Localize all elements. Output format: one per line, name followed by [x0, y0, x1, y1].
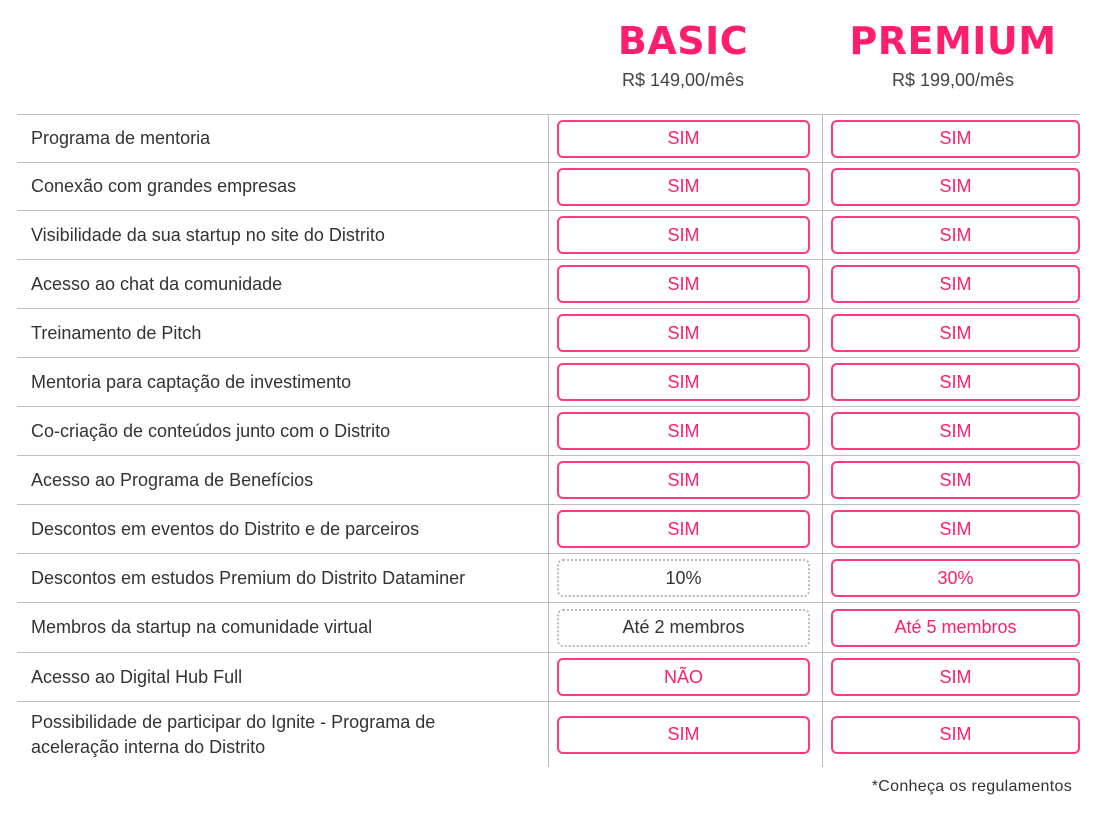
- premium-value: SIM: [831, 658, 1080, 696]
- table-row: [17, 652, 1080, 701]
- feature-label: Possibilidade de participar do Ignite - Programa de aceleração interna do Distrito: [31, 711, 436, 757]
- premium-cell: [822, 309, 1080, 357]
- basic-value: 10%: [557, 559, 810, 597]
- feature-label: Mentoria para captação de investimento: [31, 371, 352, 392]
- premium-cell: [822, 653, 1080, 701]
- basic-cell: [548, 260, 822, 308]
- table-row: [17, 162, 1080, 210]
- feature-label: Co-criação de conteúdos junto com o Distrito: [31, 420, 391, 441]
- plan-price-premium: R$ 199,00/mês: [891, 70, 1015, 90]
- basic-value: SIM: [557, 314, 810, 352]
- plan-name-basic: BASIC: [617, 19, 749, 63]
- basic-value: SIM: [557, 120, 810, 158]
- premium-value: SIM: [831, 363, 1080, 401]
- premium-value: 30%: [831, 559, 1080, 597]
- premium-value: SIM: [831, 265, 1080, 303]
- table-row: [17, 701, 1080, 767]
- table-row: [17, 602, 1080, 652]
- basic-value: SIM: [557, 461, 810, 499]
- feature-label: Treinamento de Pitch: [31, 322, 202, 343]
- table-row: [17, 210, 1080, 259]
- regulations-note[interactable]: *Conheça os regulamentos: [871, 778, 1072, 795]
- basic-cell: [548, 702, 822, 767]
- table-row: [17, 308, 1080, 357]
- basic-value: SIM: [557, 412, 810, 450]
- basic-cell: [548, 115, 822, 162]
- basic-cell: [548, 407, 822, 455]
- premium-value: SIM: [831, 216, 1080, 254]
- feature-label: Programa de mentoria: [31, 128, 211, 148]
- premium-value: SIM: [831, 120, 1080, 158]
- premium-cell: [822, 211, 1080, 259]
- feature-label: Acesso ao Programa de Benefícios: [31, 469, 314, 490]
- basic-cell: [548, 653, 822, 701]
- plan-header-premium: [823, 18, 1083, 92]
- table-row: [17, 504, 1080, 553]
- basic-cell: [548, 358, 822, 406]
- feature-label: Membros da startup na comunidade virtual: [31, 617, 373, 637]
- premium-cell: [822, 163, 1080, 210]
- basic-cell: [548, 211, 822, 259]
- premium-value: SIM: [831, 461, 1080, 499]
- table-row: [17, 455, 1080, 504]
- plan-price-basic: R$ 149,00/mês: [621, 70, 745, 90]
- basic-value: NÃO: [557, 658, 810, 696]
- premium-value: SIM: [831, 510, 1080, 548]
- basic-cell: [548, 456, 822, 504]
- table-row: [17, 259, 1080, 308]
- basic-value: SIM: [557, 265, 810, 303]
- premium-value: SIM: [831, 168, 1080, 206]
- feature-label: Conexão com grandes empresas: [31, 176, 297, 196]
- feature-label: Visibilidade da sua startup no site do Distrito: [31, 224, 385, 245]
- feature-label: Descontos em eventos do Distrito e de parceiros: [31, 518, 420, 539]
- comparison-table: [17, 114, 1080, 767]
- basic-cell: [548, 603, 822, 652]
- basic-cell: [548, 163, 822, 210]
- basic-cell: [548, 554, 822, 602]
- basic-value: SIM: [557, 216, 810, 254]
- premium-value: SIM: [831, 412, 1080, 450]
- premium-value: SIM: [831, 716, 1080, 754]
- feature-label: Descontos em estudos Premium do Distrito Dataminer: [31, 567, 466, 588]
- premium-cell: [822, 702, 1080, 767]
- basic-value: SIM: [557, 363, 810, 401]
- basic-value: Até 2 membros: [557, 609, 810, 647]
- basic-value: SIM: [557, 168, 810, 206]
- table-row: [17, 114, 1080, 162]
- premium-cell: [822, 407, 1080, 455]
- premium-cell: [822, 358, 1080, 406]
- premium-cell: [822, 456, 1080, 504]
- premium-cell: [822, 505, 1080, 553]
- basic-value: SIM: [557, 716, 810, 754]
- premium-value: SIM: [831, 314, 1080, 352]
- table-row: [17, 553, 1080, 602]
- premium-cell: [822, 115, 1080, 162]
- basic-value: SIM: [557, 510, 810, 548]
- basic-cell: [548, 309, 822, 357]
- basic-cell: [548, 505, 822, 553]
- premium-cell: [822, 603, 1080, 652]
- table-row: [17, 406, 1080, 455]
- premium-value: Até 5 membros: [831, 609, 1080, 647]
- table-row: [17, 357, 1080, 406]
- feature-label: Acesso ao chat da comunidade: [31, 273, 283, 294]
- feature-label: Acesso ao Digital Hub Full: [31, 666, 243, 687]
- plan-header-basic: [553, 18, 813, 92]
- plan-name-premium: PREMIUM: [849, 19, 1057, 63]
- premium-cell: [822, 554, 1080, 602]
- premium-cell: [822, 260, 1080, 308]
